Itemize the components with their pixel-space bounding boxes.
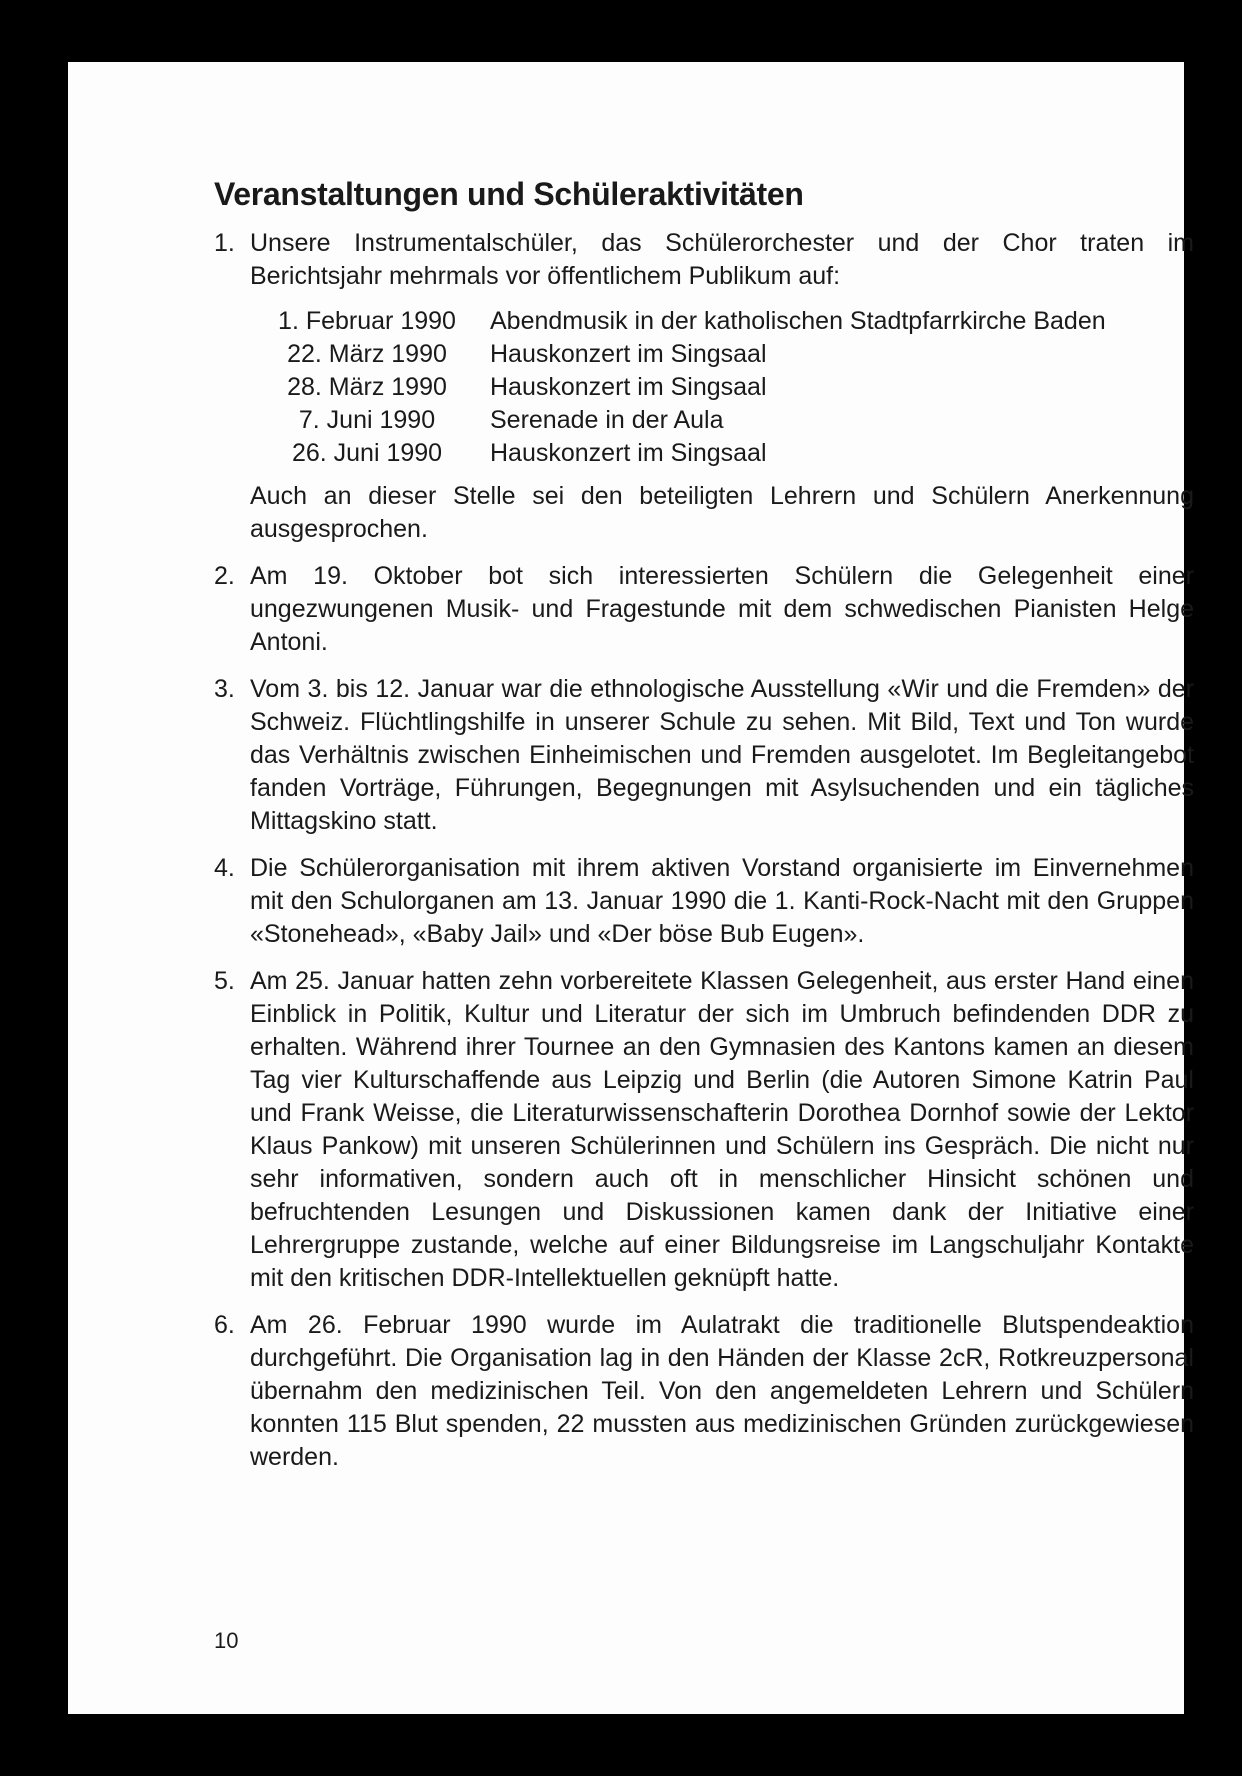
- event-date: 1. Februar 1990: [278, 307, 456, 335]
- event-description: Hauskonzert im Singsaal: [490, 373, 767, 401]
- list-item-3: [214, 673, 1194, 838]
- event-list: [250, 305, 1194, 470]
- event-date: 26. Juni 1990: [291, 439, 443, 467]
- event-row: [250, 305, 1194, 338]
- item-text: Am 25. Januar hatten zehn vorbereitete Klassen Gelegenheit, aus erster Hand einen Einblick in Politik, Kultur und Literatur der sich im Umbruch befindenden DDR zu erhalten. Während ihrer Tournee an den Gymnasien des Kantons kamen an diesem Tag vier Kulturschaffende aus Leipzig und Berlin (die Autoren Simone Katrin Paul und Frank Weisse, die Literaturwissenschafterin Dorothea Dornhof sowie der Lektor Klaus Pankow) mit unseren Schülerinnen und Schülern ins Gespräch. Die nicht nur sehr informativen, sondern auch oft in menschlicher Hinsicht schönen und befruchtenden Lesungen und Diskussionen kamen dank der Initiative einer Lehrergruppe zustande, welche auf einer Bildungsreise im Langschuljahr Kontakte mit den kritischen DDR-Intellektuellen geknüpft hatte.: [250, 967, 1194, 1292]
- event-row: [250, 437, 1194, 470]
- event-date: 22. März 1990: [287, 340, 447, 368]
- event-row: [250, 338, 1194, 371]
- list-item-5: [214, 965, 1194, 1295]
- page-content: [214, 176, 1194, 1488]
- item-number: 4.: [214, 854, 235, 882]
- item-text: Vom 3. bis 12. Januar war die ethnologische Ausstellung «Wir und die Fremden» der Schweiz. Flüchtlingshilfe in unserer Schule zu sehen. Mit Bild, Text und Ton wurde das Verhältnis zwischen Einheimischen und Fremden ausgelotet. Im Begleitangebot fanden Vorträge, Führungen, Begegnungen mit Asylsuchenden und ein tägliches Mittagskino statt.: [250, 675, 1194, 835]
- item-number: 6.: [214, 1311, 235, 1339]
- item-number: 1.: [214, 229, 235, 257]
- event-date: 28. März 1990: [287, 373, 447, 401]
- item-text: Die Schülerorganisation mit ihrem aktiven Vorstand organisierte im Einvernehmen mit den Schulorganen am 13. Januar 1990 die 1. Kanti-Rock-Nacht mit den Gruppen «Stonehead», «Baby Jail» und «Der böse Bub Eugen».: [250, 854, 1194, 948]
- item-outro: Auch an dieser Stelle sei den beteiligten Lehrern und Schülern Anerkennung ausgesprochen.: [250, 482, 1194, 543]
- item-number: 2.: [214, 562, 235, 590]
- event-date: 7. Juni 1990: [298, 406, 436, 434]
- page-heading: Veranstaltungen und Schüleraktivitäten: [214, 176, 804, 212]
- event-description: Serenade in der Aula: [490, 406, 724, 434]
- item-text: Am 19. Oktober bot sich interessierten Schülern die Gelegenheit einer ungezwungenen Musik- und Fragestunde mit dem schwedischen Pianisten Helge Antoni.: [250, 562, 1194, 656]
- item-text: Am 26. Februar 1990 wurde im Aulatrakt die traditionelle Blutspendeaktion durchgeführt. Die Organisation lag in den Händen der Klasse 2cR, Rotkreuzpersonal übernahm den medizinischen Teil. Von den angemeldeten Lehrern und Schülern konnten 115 Blut spenden, 22 mussten aus medizinischen Gründen zurückgewiesen werden.: [250, 1311, 1194, 1471]
- event-description: Abendmusik in der katholischen Stadtpfarrkirche Baden: [490, 307, 1106, 335]
- list-item-2: [214, 560, 1194, 659]
- document-page: [68, 62, 1194, 1714]
- event-description: Hauskonzert im Singsaal: [490, 439, 767, 467]
- event-row: [250, 371, 1194, 404]
- list-item-4: [214, 852, 1194, 951]
- event-description: Hauskonzert im Singsaal: [490, 340, 767, 368]
- page-number: 10: [214, 1628, 239, 1653]
- item-number: 5.: [214, 967, 235, 995]
- event-row: [250, 404, 1194, 437]
- list-item-1: [214, 227, 1194, 546]
- item-intro: Unsere Instrumentalschüler, das Schülerorchester und der Chor traten im Berichtsjahr mehrmals vor öffentlichem Publikum auf:: [250, 229, 1194, 290]
- list-item-6: [214, 1309, 1194, 1474]
- item-number: 3.: [214, 675, 235, 703]
